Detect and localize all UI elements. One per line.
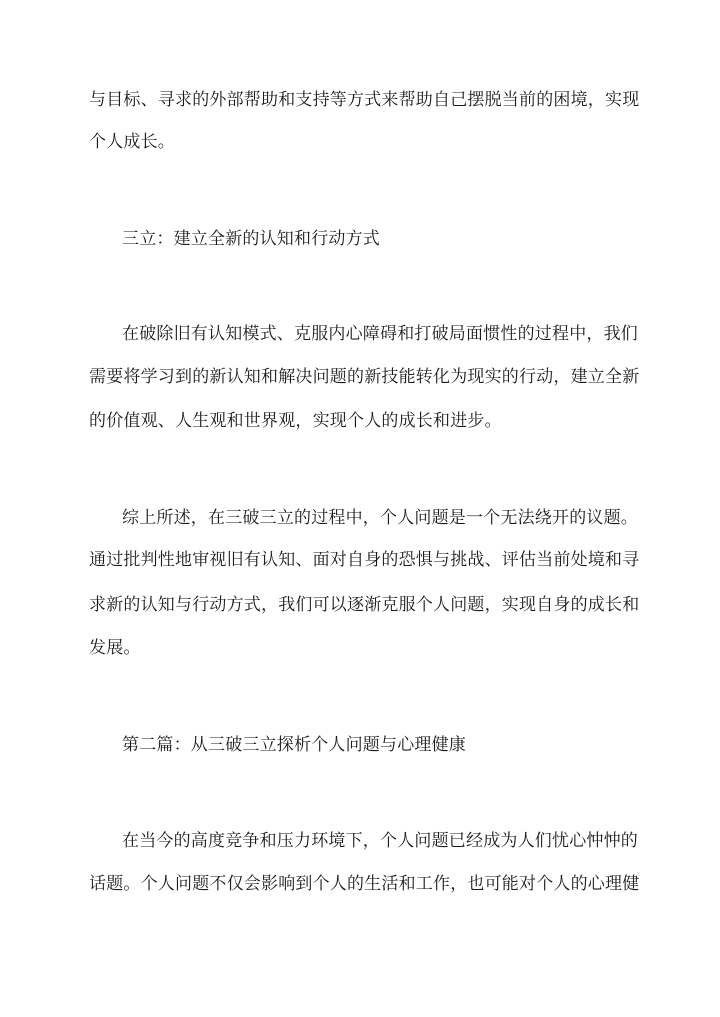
section-heading: 第二篇：从三破三立探析个人问题与心理健康	[122, 735, 466, 755]
text-line: 在破除旧有认知模式、克服内心障碍和打破局面惯性的过程中，我们	[122, 324, 638, 344]
text-line: 个人成长。	[89, 132, 175, 152]
text-line: 发展。	[89, 638, 141, 658]
text-line: 与目标、寻求的外部帮助和支持等方式来帮助自己摆脱当前的困境，实现	[89, 90, 640, 110]
text-line: 的价值观、人生观和世界观，实现个人的成长和进步。	[89, 411, 502, 431]
text-line: 求新的认知与行动方式，我们可以逐渐克服个人问题，实现自身的成长和	[89, 595, 640, 615]
text-line: 综上所述，在三破三立的过程中，个人问题是一个无法绕开的议题。	[122, 508, 638, 528]
text-line: 需要将学习到的新认知和解决问题的新技能转化为现实的行动，建立全新	[89, 367, 640, 387]
text-line: 通过批判性地审视旧有认知、面对自身的恐惧与挑战、评估当前处境和寻	[89, 550, 640, 570]
text-line: 话题。个人问题不仅会影响到个人的生活和工作，也可能对个人的心理健	[89, 874, 640, 894]
text-line: 在当今的高度竞争和压力环境下，个人问题已经成为人们忧心忡忡的	[122, 831, 638, 851]
section-heading: 三立：建立全新的认知和行动方式	[122, 229, 380, 249]
